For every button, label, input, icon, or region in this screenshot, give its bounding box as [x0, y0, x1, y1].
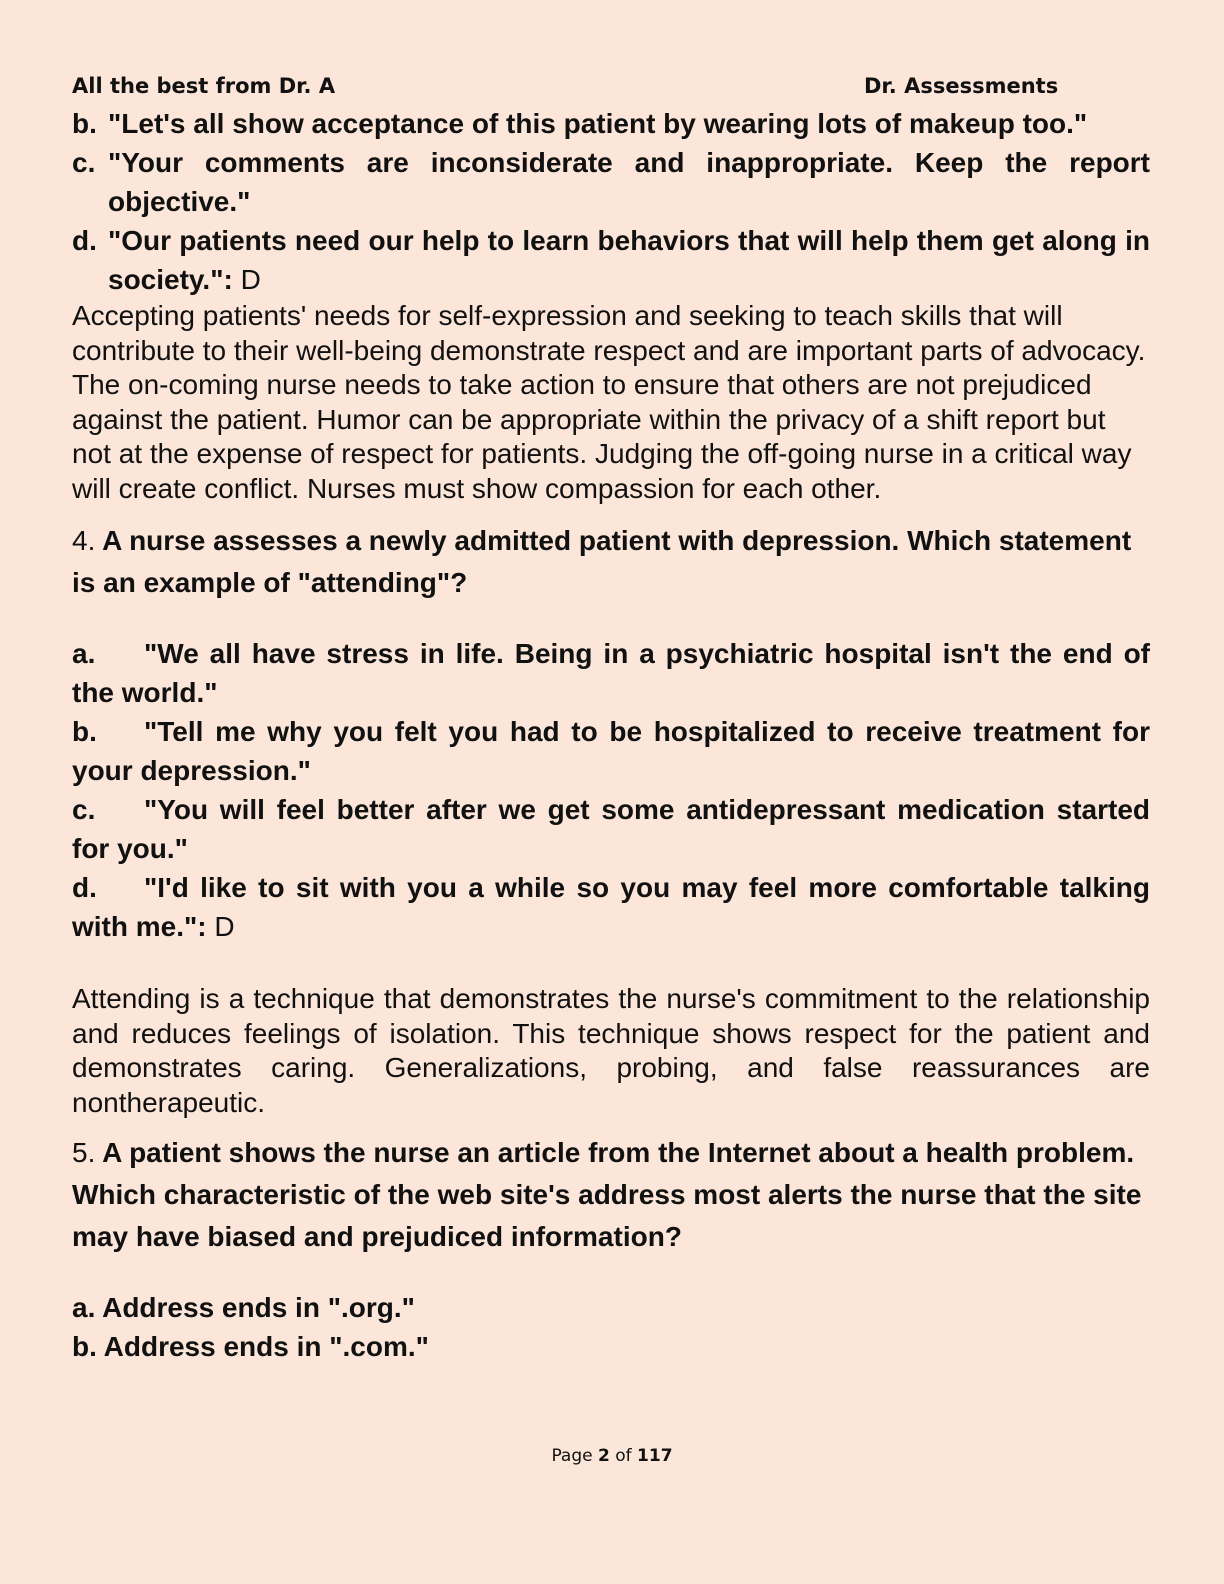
q5-option-b — [72, 1327, 1150, 1366]
q3-option-c-text: "Your comments are inconsiderate and inappropriate. Keep the report objective." — [108, 147, 1150, 217]
q3-rationale: Accepting patients' needs for self-expression and seeking to teach skills that will contribute to their well-being demonstrate respect and are important parts of advocacy. The on-coming nurse needs to take action to ensure that others are not prejudiced against the patient. Humor can be appropriate within the privacy of a shift report but not at the expense of respect for patients. Judging the off-going nurse in a critical way will create conflict. Nurses must show compassion for each other. — [72, 300, 1146, 504]
q4-option-a-text: "We all have stress in life. Being in a psychiatric hospital isn't the end of the world." — [72, 638, 1150, 708]
page-content — [72, 104, 1150, 1366]
footer-page-label: Page — [551, 1446, 593, 1466]
q5-number: 5. — [72, 1137, 96, 1168]
q5-option-a-text: Address ends in ".org." — [102, 1292, 415, 1323]
q3-option-d — [72, 221, 1150, 299]
q4-question — [72, 520, 1150, 604]
q5-option-a-letter: a. — [72, 1292, 96, 1323]
q4-option-a-letter: a. — [72, 638, 96, 669]
footer-total-pages: 117 — [637, 1446, 673, 1466]
q4-option-d — [72, 868, 1150, 946]
page-footer — [0, 1446, 1224, 1466]
q4-option-d-text: "I'd like to sit with you a while so you may feel more comfortable talking with me.": — [72, 872, 1150, 942]
q3-option-d-letter: d. — [72, 225, 97, 256]
page-header — [72, 74, 1152, 104]
q3-option-b-text: "Let's all show acceptance of this patient by wearing lots of makeup too." — [108, 108, 1088, 139]
q4-option-c-text: "You will feel better after we get some antidepressant medication started for you." — [72, 794, 1150, 864]
q5-option-a — [72, 1288, 1150, 1327]
q4-number: 4. — [72, 525, 96, 556]
q4-answer: D — [214, 911, 235, 942]
q4-question-text: A nurse assesses a newly admitted patient with depression. Which statement is an example of "attending"? — [72, 525, 1132, 598]
q4-option-b — [72, 712, 1150, 790]
q4-option-b-text: "Tell me why you felt you had to be hospitalized to receive treatment for your depression." — [72, 716, 1150, 786]
q4-option-c-letter: c. — [72, 794, 96, 825]
q4-option-c — [72, 790, 1150, 868]
q3-option-c — [72, 143, 1150, 221]
q5-option-b-letter: b. — [72, 1331, 97, 1362]
q4-option-b-letter: b. — [72, 716, 97, 747]
q3-option-c-letter: c. — [72, 147, 96, 178]
q5-option-b-text: Address ends in ".com." — [103, 1331, 429, 1362]
q5-question — [72, 1132, 1150, 1258]
q3-option-b-letter: b. — [72, 108, 97, 139]
q3-option-b — [72, 104, 1150, 143]
q4-rationale: Attending is a technique that demonstrates the nurse's commitment to the relationship and reduces feelings of isolation. This technique shows respect for the patient and demonstrates caring. Generalizations, probing, and false reassurances are nontherapeutic. — [72, 983, 1150, 1118]
q3-answer: D — [240, 264, 261, 295]
q5-question-text: A patient shows the nurse an article from the Internet about a health problem. Which characteristic of the web site's address most alerts the nurse that the site may have biased and prejudiced information? — [72, 1137, 1142, 1252]
header-right-text: Dr. Assessments — [864, 74, 1059, 98]
footer-of-label: of — [615, 1446, 632, 1466]
footer-page-number: 2 — [598, 1446, 610, 1466]
q3-option-d-text: "Our patients need our help to learn behaviors that will help them get along in society.": — [108, 225, 1150, 295]
q4-option-d-letter: d. — [72, 872, 97, 903]
header-left-text: All the best from Dr. A — [72, 74, 336, 98]
q4-option-a — [72, 634, 1150, 712]
